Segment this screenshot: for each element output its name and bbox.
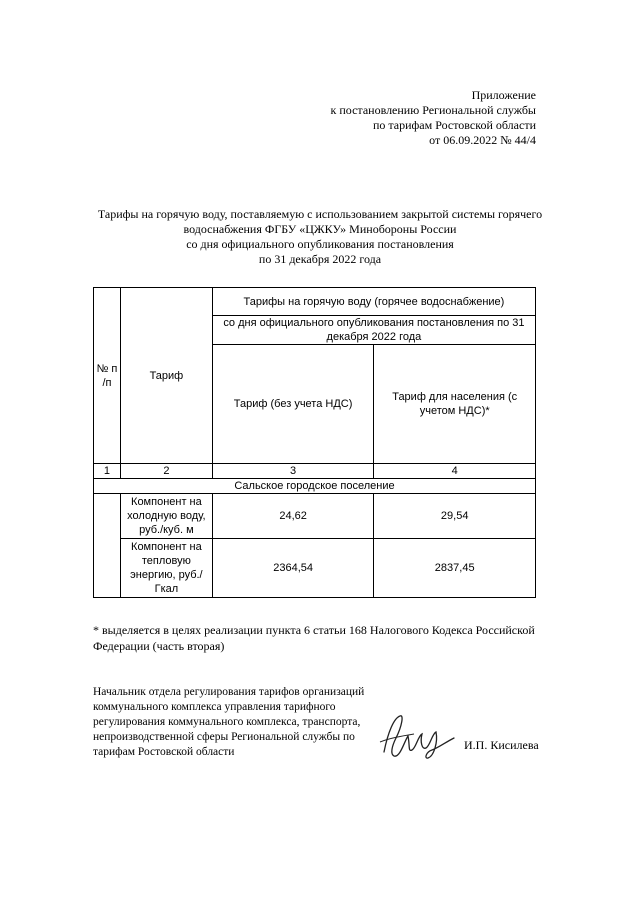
appendix-line: от 06.09.2022 № 44/4 — [429, 133, 536, 147]
signer-name: И.П. Кисилева — [464, 738, 539, 752]
signer-position: Начальник отдела регулирования тарифов организаций коммунального комплекса управления тарифного регулирования коммунального комплекса, транспорта, непроизводственной сферы Региональной службы по тарифам Ростовской области — [93, 686, 365, 758]
header-period: со дня официального опубликования постановления по 31 декабря 2022 года — [212, 316, 535, 345]
document-title — [90, 207, 550, 267]
title-line: водоснабжения ФГБУ «ЦЖКУ» Минобороны России — [183, 222, 457, 236]
handwritten-signature — [378, 712, 458, 762]
header-with-vat: Тариф для населения (с учетом НДС)* — [374, 345, 536, 464]
appendix-line: по тарифам Ростовской области — [372, 118, 536, 132]
column-number: 1 — [94, 464, 121, 479]
title-line: по 31 декабря 2022 года — [258, 252, 382, 266]
settlement-row: Сальское городское поселение — [94, 479, 536, 494]
row-value-no-vat: 24,62 — [212, 494, 374, 539]
column-number: 3 — [212, 464, 374, 479]
appendix-line: к постановлению Региональной службы — [330, 103, 536, 117]
footnote: * выделяется в целях реализации пункта 6 статьи 168 Налогового Кодекса Российской Федерации (часть вторая) — [93, 623, 535, 653]
header-tariff: Тариф — [120, 288, 212, 464]
row-value-no-vat: 2364,54 — [212, 539, 374, 598]
appendix-line: Приложение — [471, 88, 536, 102]
table-row — [94, 494, 536, 539]
row-value-with-vat: 29,54 — [374, 494, 536, 539]
title-line: Тарифы на горячую воду, поставляемую с использованием закрытой системы горячего — [97, 207, 543, 221]
tariffs-table — [93, 287, 536, 598]
table-row — [94, 539, 536, 598]
column-number: 2 — [120, 464, 212, 479]
header-group: Тарифы на горячую воду (горячее водоснабжение) — [212, 288, 535, 316]
header-number: № п /п — [94, 288, 121, 464]
row-name-cell: Компонент на холодную воду, руб./куб. м — [120, 494, 212, 539]
title-line: со дня официального опубликования постановления — [186, 237, 454, 251]
header-no-vat: Тариф (без учета НДС) — [212, 345, 374, 464]
appendix-header — [331, 88, 536, 148]
row-number-cell — [94, 494, 121, 598]
column-number: 4 — [374, 464, 536, 479]
row-value-with-vat: 2837,45 — [374, 539, 536, 598]
row-name-cell: Компонент на тепловую энергию, руб./Гкал — [120, 539, 212, 598]
